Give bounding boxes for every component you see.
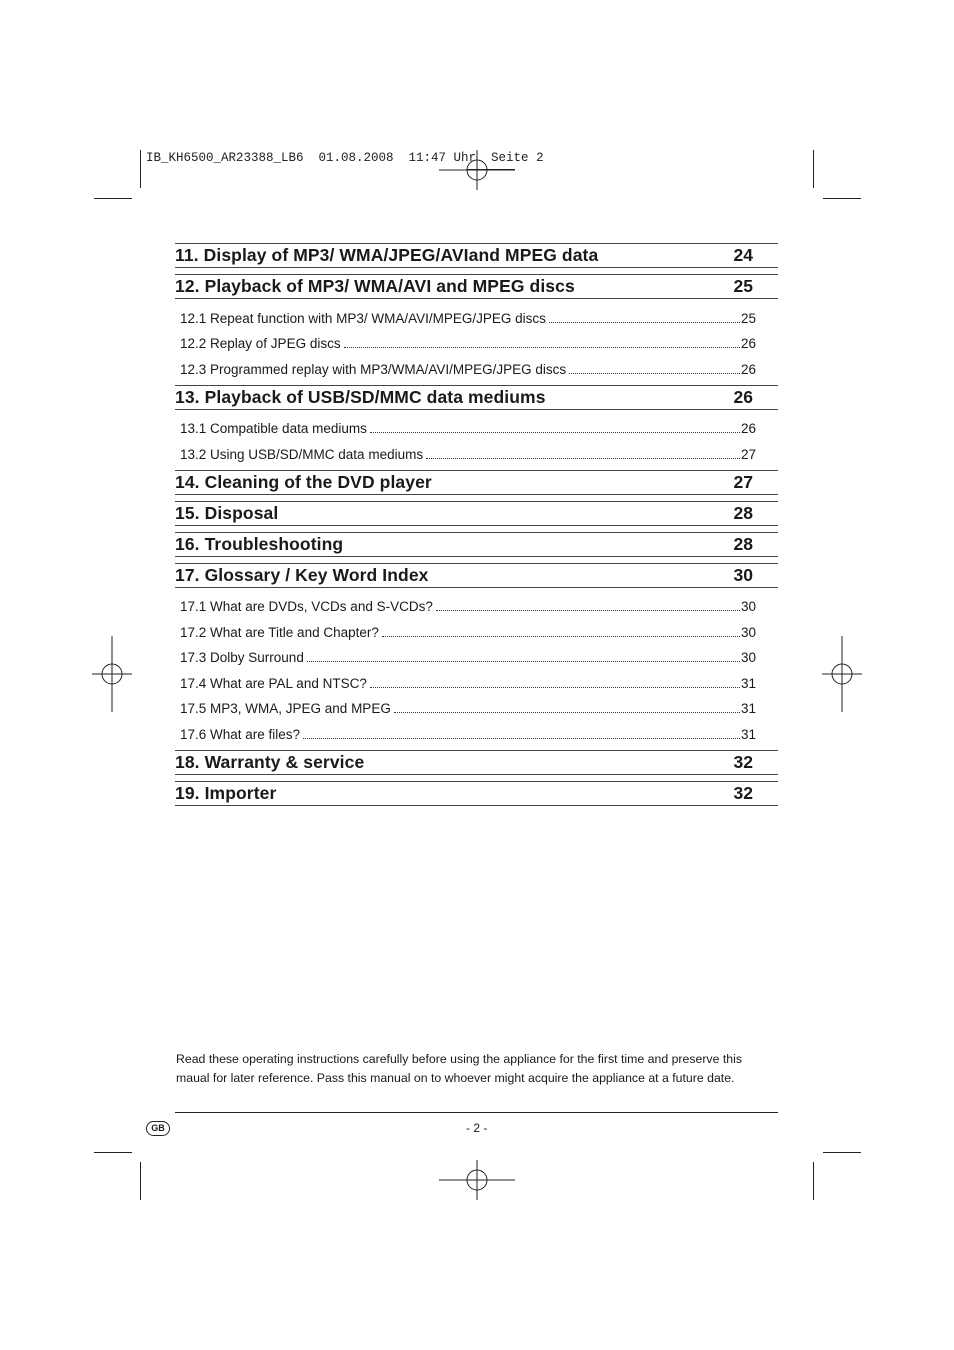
toc-subsection-list — [175, 588, 778, 744]
dot-leader — [370, 687, 740, 688]
print-header: IB_KH6500_AR23388_LB6 01.08.2008 11:47 Uhr Seite 2 — [146, 151, 544, 165]
toc-subsection-page: 26 — [740, 336, 756, 351]
toc-subsection-page: 30 — [740, 599, 756, 614]
toc-subsection[interactable] — [175, 590, 778, 616]
toc-subsection-list — [175, 299, 778, 379]
toc-subsection[interactable] — [175, 301, 778, 327]
reading-note: Read these operating instructions carefully before using the appliance for the first time and preserve this maual for later reference. Pass this manual on to whoever might acquire the appliance at a future date. — [176, 1052, 742, 1085]
toc-subsection-title: 17.2 What are Title and Chapter? — [180, 624, 379, 640]
dot-leader — [344, 347, 740, 348]
toc-subsection-title: 17.4 What are PAL and NTSC? — [180, 675, 367, 691]
crop-mark-top-left-h — [94, 198, 132, 199]
toc-subsection-page: 30 — [740, 650, 756, 665]
crop-mark-bottom-right-v — [813, 1162, 814, 1200]
toc-section[interactable] — [175, 470, 778, 495]
toc-section-title: 12. Playback of MP3/ WMA/AVI and MPEG discs — [175, 276, 575, 296]
toc-section-title: 16. Troubleshooting — [175, 533, 344, 554]
toc-section-title: 11. Display of MP3/ WMA/JPEG/AVIand MPEG data — [175, 245, 599, 265]
crop-mark-bottom-right-h — [823, 1152, 861, 1153]
dot-leader — [394, 712, 740, 713]
toc-subsection-title: 13.2 Using USB/SD/MMC data mediums — [180, 446, 424, 462]
toc-section-title: 18. Warranty & service — [175, 751, 365, 772]
toc-section[interactable] — [175, 781, 778, 806]
footer-rule — [175, 1112, 778, 1113]
registration-mark-right-icon — [804, 636, 880, 712]
dot-leader — [382, 636, 740, 637]
toc-subsection-title: 13.1 Compatible data mediums — [180, 421, 367, 436]
toc-subsection[interactable] — [175, 352, 778, 378]
crop-mark-top-left-v — [140, 150, 141, 188]
toc-section[interactable] — [175, 243, 778, 268]
dot-leader — [549, 322, 740, 323]
toc-section-title: 14. Cleaning of the DVD player — [175, 471, 432, 492]
toc-section-page: 25 — [733, 276, 753, 296]
toc-section-title: 13. Playback of USB/SD/MMC data mediums — [175, 386, 546, 407]
dot-leader — [307, 661, 740, 662]
toc-section-title: 19. Importer — [175, 782, 277, 803]
registration-mark-top-icon — [439, 132, 515, 208]
crop-mark-top-right-v — [813, 150, 814, 188]
toc-section-page: 32 — [733, 782, 753, 803]
toc-subsection-page: 25 — [740, 310, 756, 326]
toc-subsection-title: 17.6 What are files? — [180, 726, 301, 742]
crop-mark-bottom-left-v — [140, 1162, 141, 1200]
toc-section[interactable] — [175, 750, 778, 775]
toc-section-title: 15. Disposal — [175, 502, 279, 523]
toc-section[interactable] — [175, 532, 778, 557]
toc-subsection[interactable] — [175, 615, 778, 641]
toc-subsection-page: 26 — [740, 361, 756, 377]
toc-subsection-list — [175, 410, 778, 464]
toc-section[interactable] — [175, 274, 778, 299]
toc-subsection-page: 27 — [740, 446, 756, 462]
table-of-contents — [175, 243, 778, 806]
dot-leader — [303, 738, 740, 739]
toc-subsection-title: 12.3 Programmed replay with MP3/WMA/AVI/MPEG/JPEG discs — [180, 361, 567, 377]
toc-subsection[interactable] — [175, 717, 778, 743]
toc-section-title: 17. Glossary / Key Word Index — [175, 564, 429, 585]
registration-mark-bottom-icon — [439, 1142, 515, 1218]
toc-section-page: 28 — [733, 533, 753, 554]
toc-subsection-title: 17.3 Dolby Surround — [180, 650, 304, 665]
crop-mark-bottom-left-h — [94, 1152, 132, 1153]
toc-subsection[interactable] — [175, 641, 778, 667]
toc-subsection-page: 31 — [740, 675, 756, 691]
toc-section-page: 30 — [733, 564, 753, 585]
toc-section-page: 26 — [733, 386, 753, 407]
dot-leader — [370, 432, 740, 433]
toc-section[interactable] — [175, 563, 778, 588]
toc-subsection-title: 12.2 Replay of JPEG discs — [180, 336, 341, 351]
dot-leader — [426, 458, 740, 459]
toc-subsection-page: 30 — [740, 624, 756, 640]
dot-leader — [569, 373, 740, 374]
toc-subsection[interactable] — [175, 437, 778, 463]
toc-section-page: 27 — [733, 471, 753, 492]
language-badge: GB — [146, 1121, 170, 1136]
toc-section[interactable] — [175, 501, 778, 526]
toc-subsection-title: 12.1 Repeat function with MP3/ WMA/AVI/MPEG/JPEG discs — [180, 310, 546, 326]
toc-section[interactable] — [175, 385, 778, 410]
toc-subsection-title: 17.5 MP3, WMA, JPEG and MPEG — [180, 701, 391, 716]
toc-subsection[interactable] — [175, 412, 778, 438]
registration-mark-left-icon — [74, 636, 150, 712]
toc-subsection[interactable] — [175, 692, 778, 718]
crop-mark-top-right-h — [823, 198, 861, 199]
dot-leader — [436, 610, 740, 611]
toc-subsection-page: 26 — [740, 421, 756, 436]
toc-subsection-title: 17.1 What are DVDs, VCDs and S-VCDs? — [180, 599, 433, 614]
toc-section-page: 32 — [733, 751, 753, 772]
toc-section-page: 28 — [733, 502, 753, 523]
toc-section-page: 24 — [733, 245, 753, 265]
toc-subsection-page: 31 — [740, 701, 756, 716]
toc-subsection[interactable] — [175, 327, 778, 353]
page-number: - 2 - — [466, 1121, 488, 1135]
toc-subsection-page: 31 — [740, 726, 756, 742]
toc-subsection[interactable] — [175, 666, 778, 692]
